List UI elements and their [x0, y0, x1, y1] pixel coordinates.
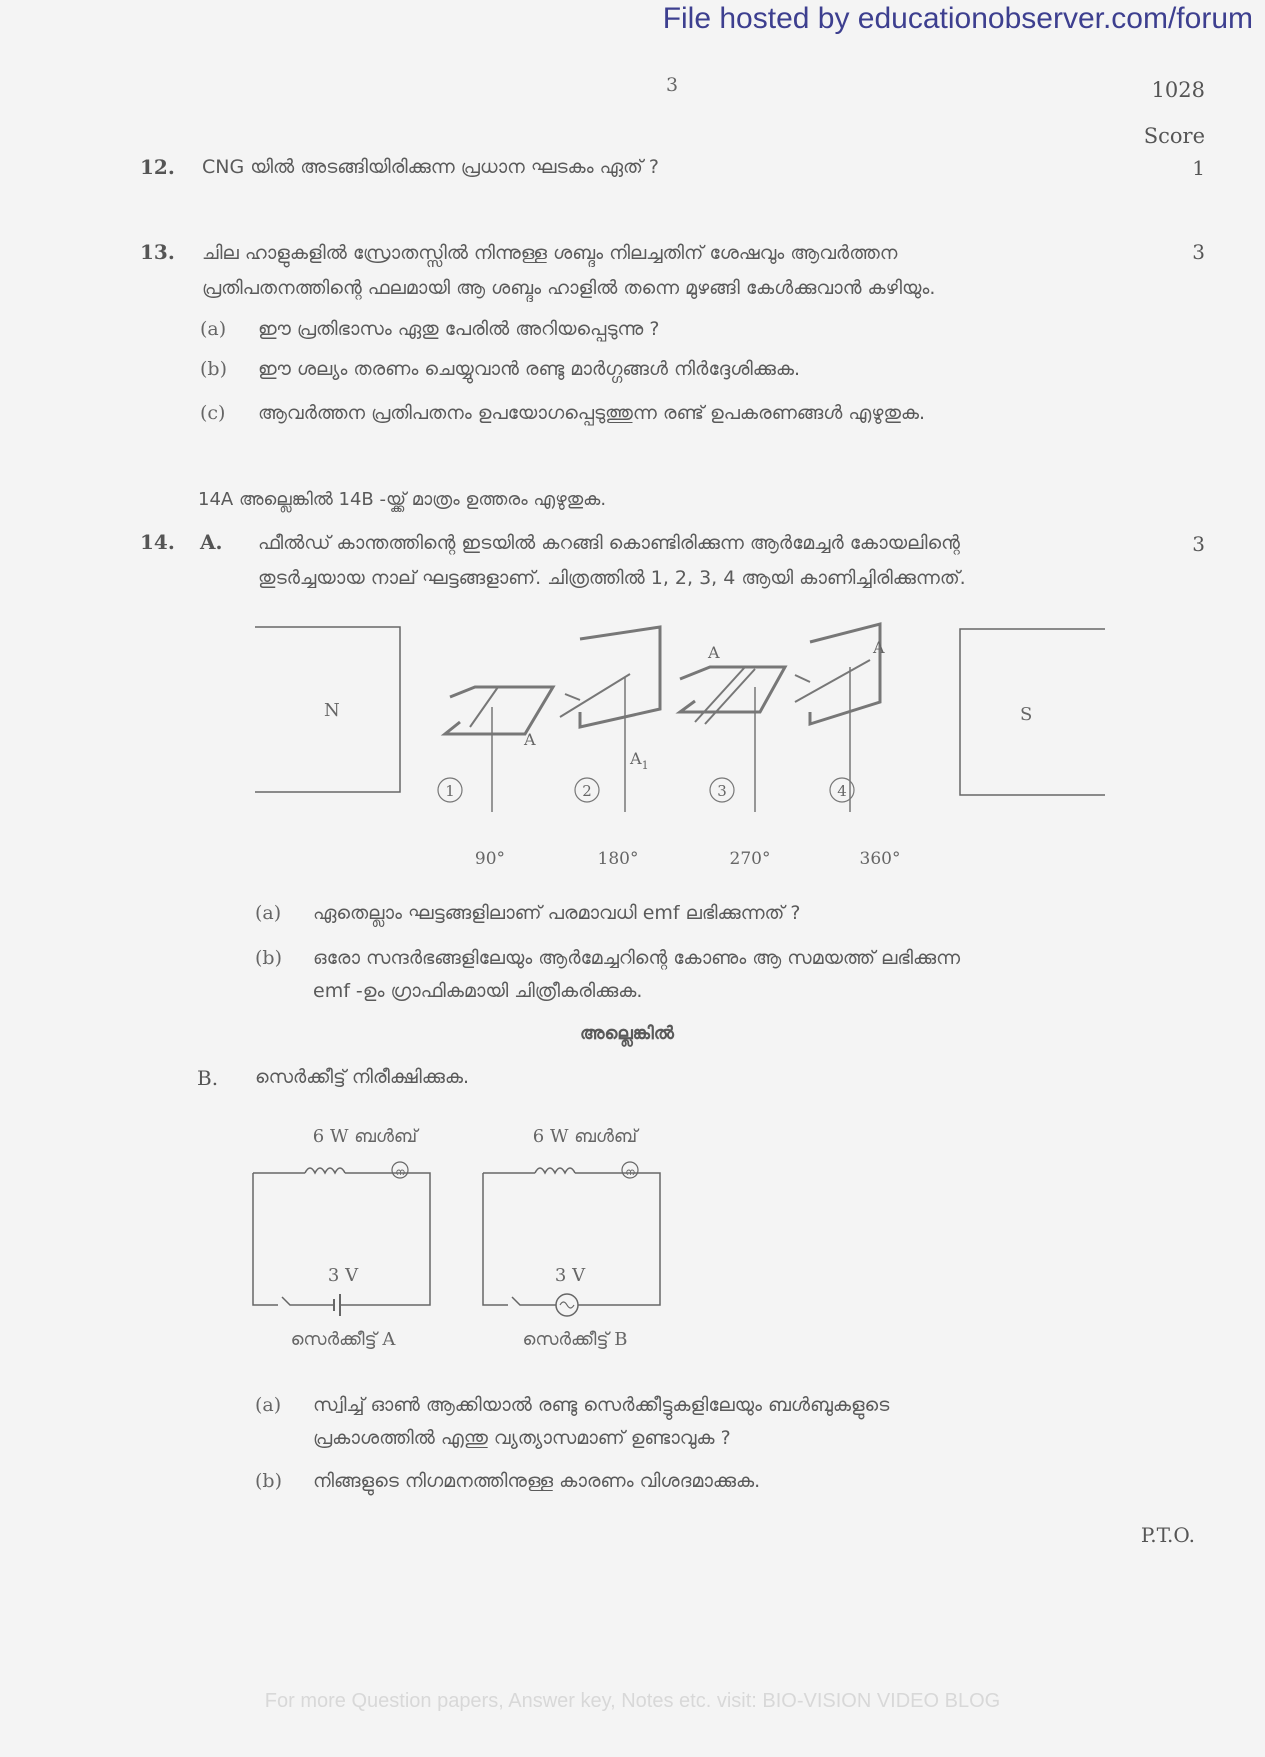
bulb-label-a: 6 W ബൾബ് — [312, 1126, 418, 1147]
side-label-a-4: A — [873, 638, 885, 657]
side-label-a-3: A — [708, 643, 720, 662]
score-column-header: Score — [1143, 124, 1205, 148]
circuit-caption-b: സെർക്കീട്ട് B — [522, 1329, 628, 1350]
subquestion-text: ആവർത്തന പ്രതിപതനം ഉപയോഗപ്പെടുത്തുന്ന രണ്ട് ഉപകരണങ്ങൾ എഴുതുക. — [258, 402, 926, 424]
q14-instruction: 14A അല്ലെങ്കിൽ 14B -യ്ക്ക് മാത്രം ഉത്തരം എഴുതുക. — [198, 489, 607, 510]
question-score: 3 — [1192, 532, 1205, 556]
subquestion-text-line-1: ഒരോ സന്ദർഭങ്ങളിലേയും ആർമേച്ചറിന്റെ കോണും ആ സമയത്ത് ലഭിക്കുന്ന — [313, 947, 961, 969]
subquestion-label: (a) — [200, 318, 227, 340]
position-number-4: 4 — [837, 782, 847, 800]
question-text-line-2: പ്രതിപതനത്തിന്റെ ഫലമായി ആ ശബ്ദം ഹാളിൽ തന്നെ മുഴങ്ങി കേൾക്കുവാൻ കഴിയും. — [202, 277, 936, 299]
question-score: 1 — [1192, 156, 1205, 180]
angle-label-180: 180° — [597, 849, 639, 869]
subquestion-text: ഈ ശല്യം തരണം ചെയ്യുവാൻ രണ്ടു മാർഗ്ഗങ്ങൾ നിർദ്ദേശിക്കുക. — [258, 358, 801, 380]
hosted-by-banner: File hosted by educationobserver.com/forum — [662, 2, 1253, 35]
position-number-1: 1 — [445, 782, 455, 800]
subquestion-text-line-2: പ്രകാശത്തിൽ എന്തു വ്യത്യാസമാണ് ഉണ്ടാവുക ? — [313, 1427, 731, 1449]
s-pole-label: S — [1020, 704, 1033, 725]
or-divider: അല്ലെങ്കിൽ — [580, 1023, 674, 1044]
coil-position-1 — [445, 687, 553, 734]
question-text: CNG യിൽ അടങ്ങിയിരിക്കുന്ന പ്രധാന ഘടകം ഏത് ? — [202, 156, 660, 178]
n-pole-label: N — [324, 700, 340, 721]
switch — [253, 1173, 334, 1305]
armature-coil-figure — [250, 612, 1120, 882]
bulb-mark: ന — [395, 1167, 405, 1178]
coil-position-4 — [795, 624, 880, 724]
footer-watermark: For more Question papers, Answer key, Notes etc. visit: BIO-VISION VIDEO BLOG — [264, 1690, 1001, 1712]
paper-code: 1028 — [1151, 78, 1205, 102]
position-number-3: 3 — [717, 782, 727, 800]
subquestion-text-line-1: സ്വിച്ച് ഓൺ ആക്കിയാൽ രണ്ടു സെർക്കീട്ടുകളിലേയും ബൾബുകളുടെ — [313, 1394, 890, 1416]
angle-label-270: 270° — [729, 849, 771, 869]
bulb-mark: ന — [625, 1167, 635, 1178]
question-text: സെർക്കീട്ട് നിരീക്ഷിക്കുക. — [255, 1066, 470, 1088]
question-number: 14. — [140, 530, 175, 554]
option-marker-a: A. — [200, 530, 223, 554]
subquestion-label: (b) — [255, 947, 282, 969]
battery-cell — [334, 1294, 340, 1316]
voltage-label-a: 3 V — [327, 1265, 359, 1286]
subquestion-label: (b) — [200, 358, 227, 380]
circuit-a — [253, 1168, 430, 1316]
circuit-caption-a: സെർക്കീട്ട് A — [290, 1329, 396, 1350]
switch — [483, 1173, 556, 1305]
page-number: 3 — [666, 74, 679, 96]
circuit-figure — [240, 1120, 720, 1360]
question-text-line-1: ചില ഹാളുകളിൽ സ്രോതസ്സിൽ നിന്നുള്ള ശബ്ദം നിലച്ചതിന് ശേഷവും ആവർത്തന — [202, 242, 898, 264]
subquestion-text: ഈ പ്രതിഭാസം ഏതു പേരിൽ അറിയപ്പെടുന്നു ? — [258, 318, 660, 340]
question-text-line-1: ഫീൽഡ് കാന്തത്തിന്റെ ഇടയിൽ കറങ്ങി കൊണ്ടിരിക്കുന്ന ആർമേച്ചർ കോയലിന്റെ — [258, 532, 960, 554]
question-text-line-2: തുടർച്ചയായ നാല് ഘട്ടങ്ങളാണ്. ചിത്രത്തിൽ 1, 2, 3, 4 ആയി കാണിച്ചിരിക്കുന്നത്. — [258, 567, 966, 589]
angle-label-90: 90° — [474, 849, 506, 869]
subquestion-label: (c) — [200, 402, 226, 424]
side-label-a: A — [524, 730, 536, 749]
angle-label-360: 360° — [859, 849, 901, 869]
position-number-2: 2 — [582, 782, 592, 800]
subquestion-label: (a) — [255, 902, 282, 924]
bulb-label-b: 6 W ബൾബ് — [532, 1126, 638, 1147]
filament — [535, 1168, 575, 1173]
subquestion-label: (a) — [255, 1394, 282, 1416]
question-score: 3 — [1192, 240, 1205, 264]
please-turn-over: P.T.O. — [1140, 1523, 1195, 1547]
subquestion-text: ഏതെല്ലാം ഘട്ടങ്ങളിലാണ് പരമാവധി emf ലഭിക്കുന്നത് ? — [313, 902, 801, 924]
filament — [305, 1168, 345, 1173]
option-marker-b: B. — [197, 1066, 219, 1090]
subquestion-text: നിങ്ങളുടെ നിഗമനത്തിനുള്ള കാരണം വിശദമാക്കുക. — [313, 1470, 761, 1492]
subquestion-label: (b) — [255, 1470, 282, 1492]
subquestion-text-line-2: emf -ഉം ഗ്രാഫികമായി ചിത്രീകരിക്കുക. — [313, 980, 643, 1002]
coil-position-2 — [560, 627, 660, 727]
coil-position-3 — [680, 667, 785, 724]
side-label-a1: $A_1$ — [630, 749, 649, 772]
voltage-label-b: 3 V — [554, 1265, 586, 1286]
circuit-b — [483, 1168, 660, 1316]
question-number: 13. — [140, 240, 175, 264]
question-number: 12. — [140, 155, 175, 179]
s-pole-box — [960, 629, 1105, 795]
